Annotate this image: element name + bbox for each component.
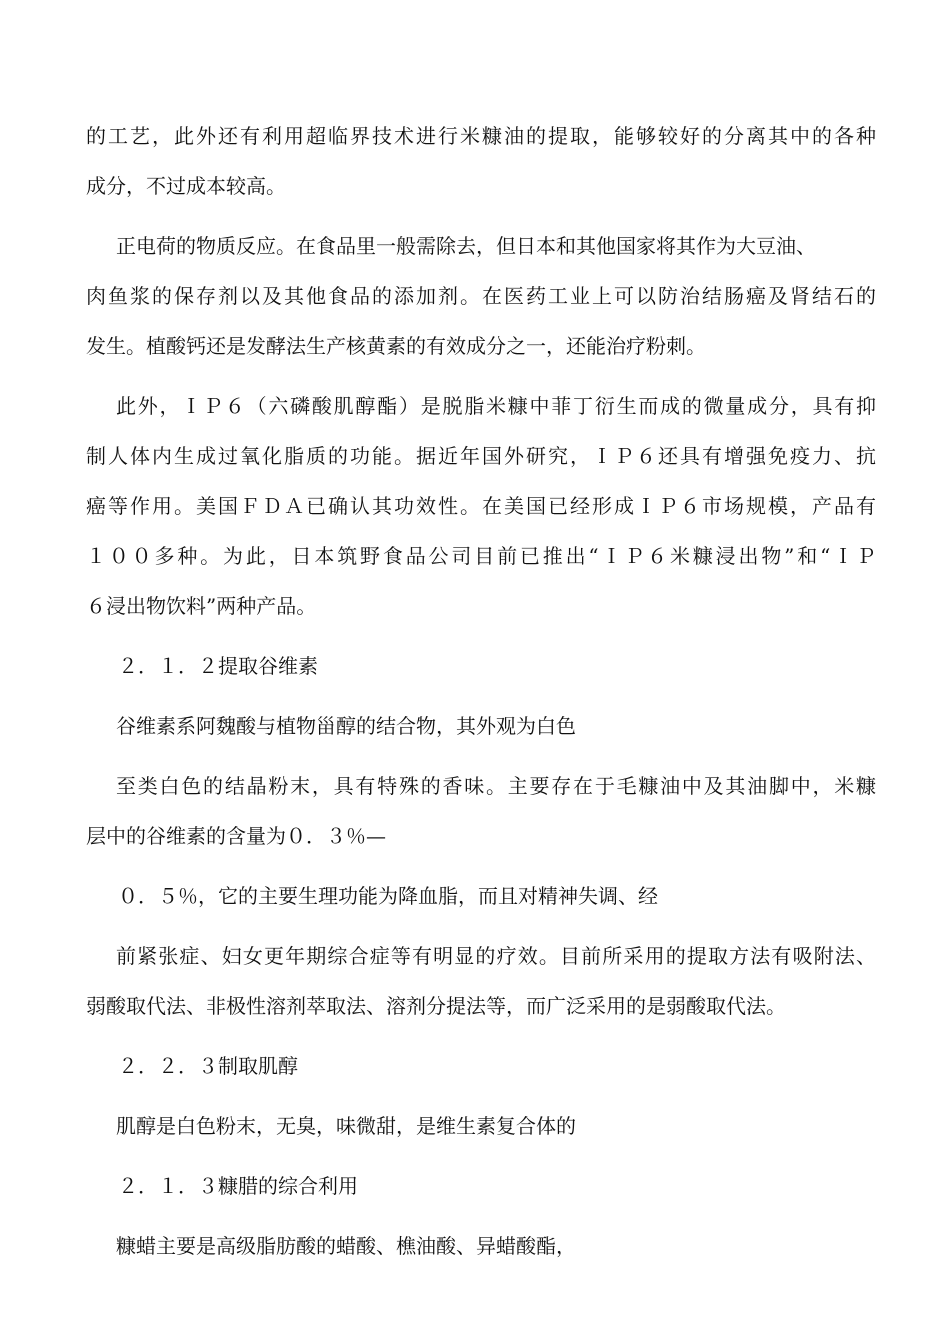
text-line: 肌醇是白色粉末，无臭，味微甜，是维生素复合体的	[116, 1114, 576, 1138]
text-line: 肉鱼浆的保存剂以及其他食品的添加剂。在医药工业上可以防治结肠癌及肾结石的	[86, 284, 876, 308]
text-line: 至类白色的结晶粉末，具有特殊的香味。主要存在于毛糠油中及其油脚中，米糠	[116, 774, 876, 798]
text-line: 成分，不过成本较高。	[86, 174, 286, 198]
text-line: 谷维素系阿魏酸与植物甾醇的结合物，其外观为白色	[116, 714, 576, 738]
text-line: ０．５％，它的主要生理功能为降血脂，而且对精神失调、经	[118, 884, 658, 908]
text-line: 发生。植酸钙还是发酵法生产核黄素的有效成分之一，还能治疗粉刺。	[86, 334, 706, 358]
text-line: １００多种。为此，日本筑野食品公司目前已推出“ＩＰ６米糠浸出物”和“ＩＰ	[86, 544, 876, 568]
text-line: 制人体内生成过氧化脂质的功能。据近年国外研究，ＩＰ６还具有增强免疫力、抗	[86, 444, 876, 468]
text-line: 正电荷的物质反应。在食品里一般需除去，但日本和其他国家将其作为大豆油、	[116, 234, 816, 258]
section-heading: ２．１．３糠腊的综合利用	[118, 1174, 358, 1198]
section-heading: ２．１．２提取谷维素	[118, 654, 318, 678]
text-line: 糠蜡主要是高级脂肪酸的蜡酸、樵油酸、异蜡酸酯，	[116, 1234, 576, 1258]
text-line: ６浸出物饮料”两种产品。	[86, 594, 317, 618]
text-line: 癌等作用。美国ＦＤＡ已确认其功效性。在美国已经形成ＩＰ６市场规模，产品有	[86, 494, 876, 518]
text-line: 此外，ＩＰ６（六磷酸肌醇酯）是脱脂米糠中菲丁衍生而成的微量成分，具有抑	[116, 394, 876, 418]
text-line: 层中的谷维素的含量为０．３％—	[86, 824, 386, 848]
section-heading: ２．２．３制取肌醇	[118, 1054, 298, 1078]
text-line: 的工艺，此外还有利用超临界技术进行米糠油的提取，能够较好的分离其中的各种	[86, 124, 876, 148]
text-line: 弱酸取代法、非极性溶剂萃取法、溶剂分提法等，而广泛采用的是弱酸取代法。	[86, 994, 786, 1018]
text-line: 前紧张症、妇女更年期综合症等有明显的疗效。目前所采用的提取方法有吸附法、	[116, 944, 876, 968]
